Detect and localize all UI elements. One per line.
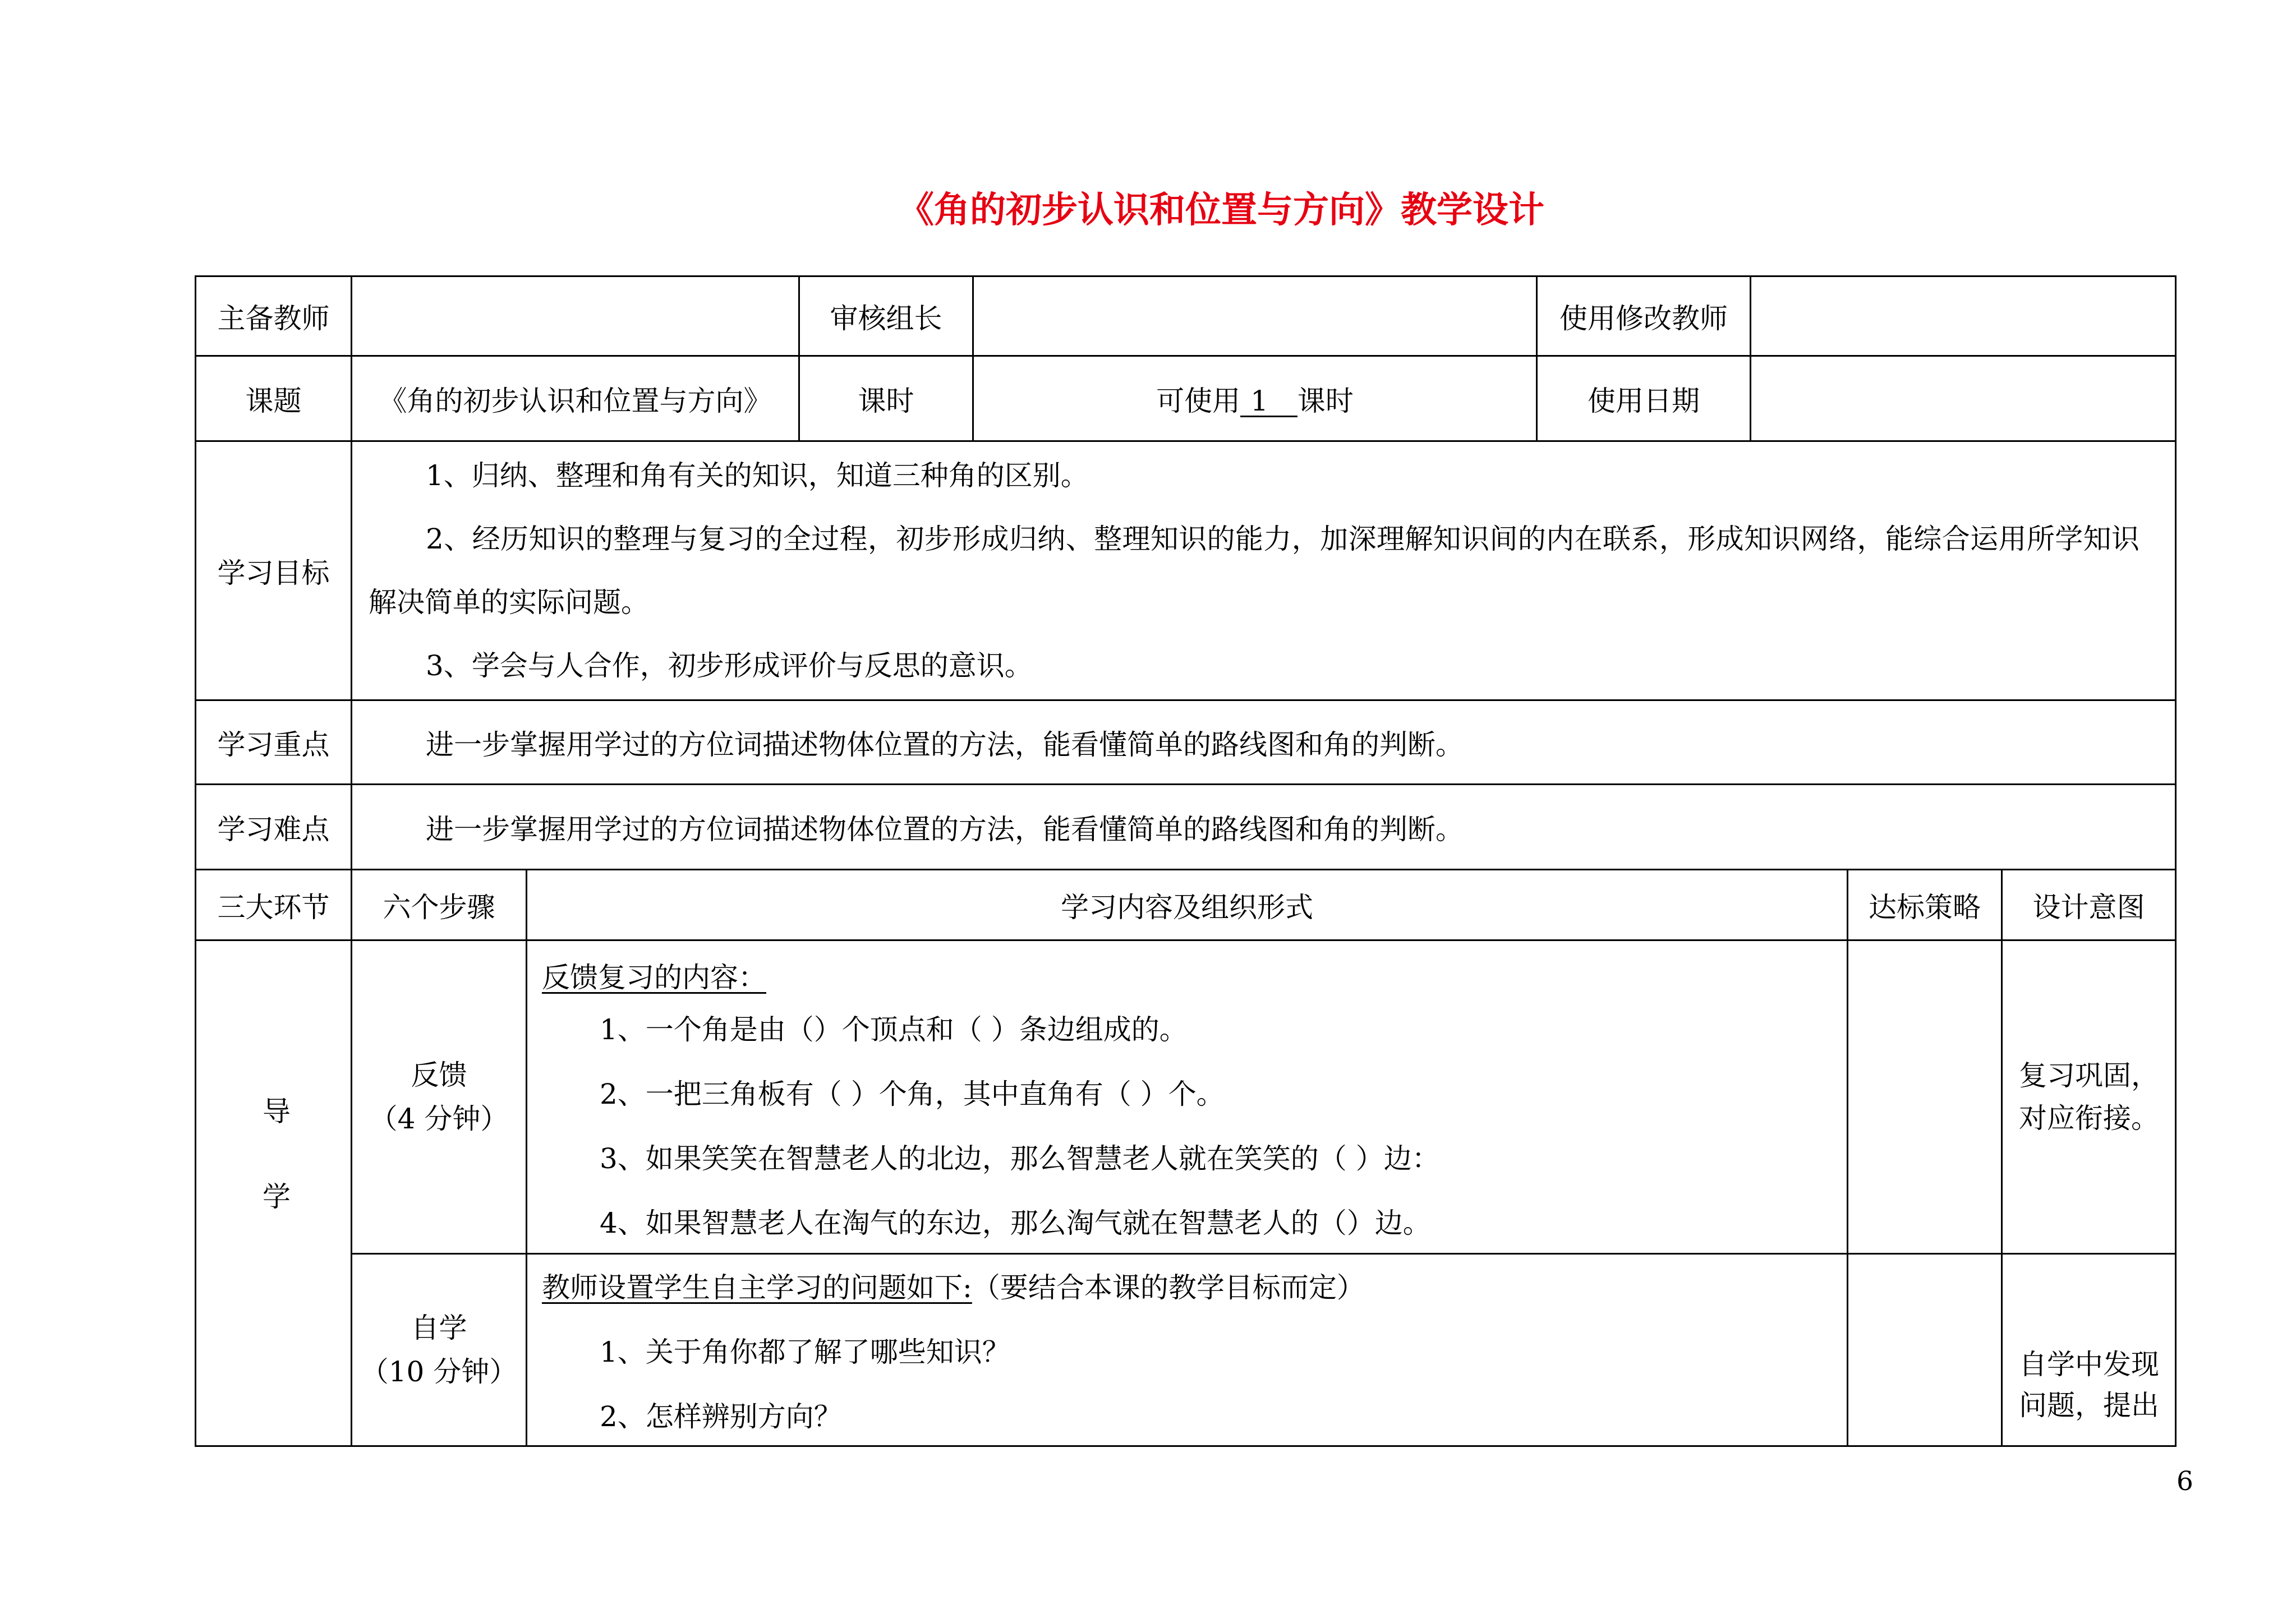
topic-value: 《角的初步认识和位置与方向》 xyxy=(352,357,800,442)
step-duration: （10 分钟） xyxy=(360,1355,518,1388)
page-number: 6 xyxy=(2177,1466,2193,1497)
objectives-content xyxy=(352,442,2177,701)
difficulties-text: 进一步掌握用学过的方位词描述物体位置的方法，能看懂简单的路线图和角的判断。 xyxy=(352,785,2177,870)
step-name: 自学 xyxy=(411,1312,467,1344)
column-header-phase: 三大环节 xyxy=(196,870,352,941)
step-duration: （4 分钟） xyxy=(369,1103,509,1135)
editor-label: 使用修改教师 xyxy=(1538,277,1751,357)
key-points-text: 进一步掌握用学过的方位词描述物体位置的方法，能看懂简单的路线图和角的判断。 xyxy=(352,701,2177,785)
step-feedback-strategy-cell xyxy=(1848,941,2003,1255)
step-selfstudy-cell xyxy=(352,1255,527,1447)
hours-number: 1 xyxy=(1240,386,1297,417)
step-selfstudy-intent xyxy=(2003,1255,2177,1447)
column-header-strategy: 达标策略 xyxy=(1848,870,2003,941)
hours-prefix: 可使用 xyxy=(1156,384,1241,417)
phase-label: 导学 xyxy=(258,1096,291,1267)
document-title: 《角的初步认识和位置与方向》教学设计 xyxy=(898,189,1544,231)
column-header-intent: 设计意图 xyxy=(2003,870,2177,941)
column-header-content: 学习内容及组织形式 xyxy=(527,870,1848,941)
step-feedback-content xyxy=(527,941,1848,1255)
date-label: 使用日期 xyxy=(1538,357,1751,442)
lesson-plan-table xyxy=(195,275,2177,1447)
question-item: 2、一把三角板有（ ）个角，其中直角有（ ）个。 xyxy=(600,1078,1225,1110)
objective-item: 3、学会与人合作，初步形成评价与反思的意识。 xyxy=(426,649,1033,682)
reviewer-label: 审核组长 xyxy=(800,277,974,357)
content-heading-line xyxy=(542,1256,1830,1320)
hours-text xyxy=(1156,379,1354,419)
step-feedback-intent xyxy=(2003,941,2177,1255)
step-name: 反馈 xyxy=(411,1059,467,1091)
lead-teacher-label: 主备教师 xyxy=(196,277,352,357)
phase-cell xyxy=(196,941,352,1447)
hours-suffix: 课时 xyxy=(1297,384,1354,417)
lead-teacher-value-cell xyxy=(352,277,800,357)
step-selfstudy-strategy-cell xyxy=(1848,1255,2003,1447)
key-points-label: 学习重点 xyxy=(196,701,352,785)
hours-value-cell xyxy=(974,357,1538,442)
content-note: （要结合本课的教学目标而定） xyxy=(972,1271,1365,1304)
question-item: 4、如果智慧老人在淘气的东边，那么淘气就在智慧老人的（）边。 xyxy=(600,1207,1431,1239)
question-item: 1、关于角你都了解了哪些知识？ xyxy=(600,1336,1010,1368)
date-value-cell xyxy=(1751,357,2177,442)
editor-value-cell xyxy=(1751,277,2177,357)
hours-label: 课时 xyxy=(800,357,974,442)
step-feedback-cell xyxy=(352,941,527,1255)
content-heading: 反馈复习的内容： xyxy=(542,961,766,994)
column-header-steps: 六个步骤 xyxy=(352,870,527,941)
objective-item: 1、归纳、整理和角有关的知识，知道三种角的区别。 xyxy=(426,459,1089,492)
objective-item: 2、经历知识的整理与复习的全过程，初步形成归纳、整理知识的能力，加深理解知识间的内在联系，形成知识网络，能综合运用所学知识解决简单的实际问题。 xyxy=(369,522,2139,619)
question-item: 2、怎样辨别方向？ xyxy=(600,1400,842,1433)
content-heading: 教师设置学生自主学习的问题如下: xyxy=(542,1271,972,1304)
reviewer-value-cell xyxy=(974,277,1538,357)
question-item: 1、一个角是由（）个顶点和（ ）条边组成的。 xyxy=(600,1013,1188,1046)
objectives-label: 学习目标 xyxy=(196,442,352,701)
question-item: 3、如果笑笑在智慧老人的北边，那么智慧老人就在笑笑的（ ）边： xyxy=(600,1142,1440,1175)
intent-text: 复习巩固，对应衔接。 xyxy=(2019,1059,2159,1135)
difficulties-label: 学习难点 xyxy=(196,785,352,870)
topic-label: 课题 xyxy=(196,357,352,442)
intent-text: 自学中发现问题，提出 xyxy=(2019,1348,2159,1422)
step-selfstudy-content xyxy=(527,1255,1848,1447)
